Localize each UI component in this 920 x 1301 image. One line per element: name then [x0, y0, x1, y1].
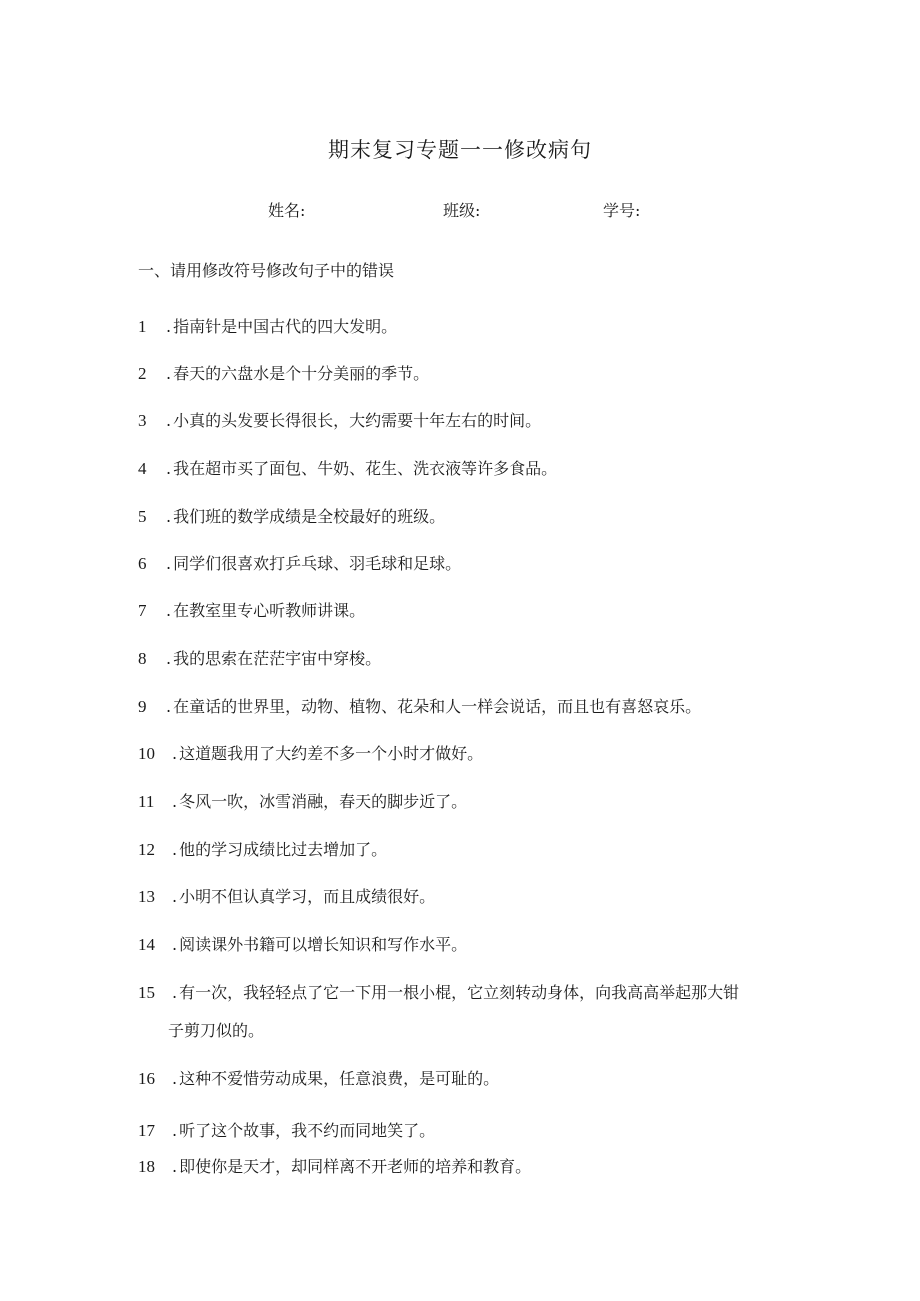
question-number: 1: [138, 317, 147, 336]
class-label: 班级:: [443, 201, 481, 220]
question-number: 10: [138, 744, 155, 763]
question-text: 冬风一吹，冰雪消融，春天的脚步近了。: [179, 792, 468, 811]
question-item: 9 . 在童话的世界里，动物、植物、花朵和人一样会说话，而且也有喜怒哀乐。: [138, 697, 702, 716]
question-text: 阅读课外书籍可以增长知识和写作水平。: [179, 935, 468, 954]
question-number: 8: [138, 649, 147, 668]
question-item: 2 . 春天的六盘水是个十分美丽的季节。: [138, 364, 430, 383]
question-text: 同学们很喜欢打乒乓球、羽毛球和足球。: [173, 554, 462, 573]
question-number: 5: [138, 507, 147, 526]
question-item: 6 . 同学们很喜欢打乒乓球、羽毛球和足球。: [138, 554, 462, 573]
question-text: 在童话的世界里，动物、植物、花朵和人一样会说话，而且也有喜怒哀乐。: [173, 697, 702, 716]
question-item: 12 . 他的学习成绩比过去增加了。: [138, 840, 388, 859]
question-item: 10 . 这道题我用了大约差不多一个小时才做好。: [138, 744, 484, 763]
question-item: 5 . 我们班的数学成绩是全校最好的班级。: [138, 507, 446, 526]
question-number: 4: [138, 459, 147, 478]
question-text: 春天的六盘水是个十分美丽的季节。: [173, 364, 430, 383]
question-number: 16: [138, 1069, 155, 1088]
page-title: 期末复习专题一一修改病句: [328, 138, 592, 162]
question-number: 15: [138, 983, 155, 1002]
question-number: 7: [138, 601, 147, 620]
question-item: 3 . 小真的头发要长得很长，大约需要十年左右的时间。: [138, 411, 542, 430]
question-item: 14 . 阅读课外书籍可以增长知识和写作水平。: [138, 935, 468, 954]
question-item: 4 . 我在超市买了面包、牛奶、花生、洗衣液等许多食品。: [138, 459, 558, 478]
question-text: 我的思索在茫茫宇宙中穿梭。: [173, 649, 382, 668]
question-number: 12: [138, 840, 155, 859]
question-number: 17: [138, 1121, 155, 1140]
question-text: 在教室里专心听教师讲课。: [173, 601, 366, 620]
question-item: 15 . 有一次，我轻轻点了它一下用一根小棍，它立刻转动身体，向我高高举起那大钳: [138, 983, 740, 1002]
question-number: 9: [138, 697, 147, 716]
question-text: 这种不爱惜劳动成果，任意浪费，是可耻的。: [179, 1069, 500, 1088]
question-number: 14: [138, 935, 155, 954]
question-text: 他的学习成绩比过去增加了。: [179, 840, 388, 859]
question-text: 有一次，我轻轻点了它一下用一根小棍，它立刻转动身体，向我高高举起那大钳: [179, 983, 740, 1002]
name-label: 姓名:: [268, 201, 306, 220]
question-number: 13: [138, 887, 155, 906]
question-text: 指南针是中国古代的四大发明。: [173, 317, 398, 336]
question-item: 8 . 我的思索在茫茫宇宙中穿梭。: [138, 649, 382, 668]
question-text: 我在超市买了面包、牛奶、花生、洗衣液等许多食品。: [173, 459, 558, 478]
question-text: 听了这个故事，我不约而同地笑了。: [179, 1121, 436, 1140]
question-text: 这道题我用了大约差不多一个小时才做好。: [179, 744, 484, 763]
question-text-continuation: 子剪刀似的。: [168, 1021, 265, 1040]
question-number: 6: [138, 554, 147, 573]
question-item: 13 . 小明不但认真学习，而且成绩很好。: [138, 887, 436, 906]
question-number: 18: [138, 1157, 155, 1176]
question-number: 2: [138, 364, 147, 383]
student-id-label: 学号:: [603, 201, 641, 220]
question-item: 17 . 听了这个故事，我不约而同地笑了。: [138, 1121, 436, 1140]
question-item: 16 . 这种不爱惜劳动成果，任意浪费，是可耻的。: [138, 1069, 500, 1088]
question-number: 11: [138, 792, 155, 811]
question-text: 我们班的数学成绩是全校最好的班级。: [173, 507, 446, 526]
question-item: 1 . 指南针是中国古代的四大发明。: [138, 317, 398, 336]
question-item: 7 . 在教室里专心听教师讲课。: [138, 601, 366, 620]
question-item: 11 . 冬风一吹，冰雪消融，春天的脚步近了。: [138, 792, 468, 811]
section-heading: 一、请用修改符号修改句子中的错误: [138, 261, 395, 280]
question-text: 小真的头发要长得很长，大约需要十年左右的时间。: [173, 411, 542, 430]
question-text: 即使你是天才，却同样离不开老师的培养和教育。: [179, 1157, 532, 1176]
question-text: 小明不但认真学习，而且成绩很好。: [179, 887, 436, 906]
question-item: 18 . 即使你是天才，却同样离不开老师的培养和教育。: [138, 1157, 532, 1176]
question-number: 3: [138, 411, 147, 430]
